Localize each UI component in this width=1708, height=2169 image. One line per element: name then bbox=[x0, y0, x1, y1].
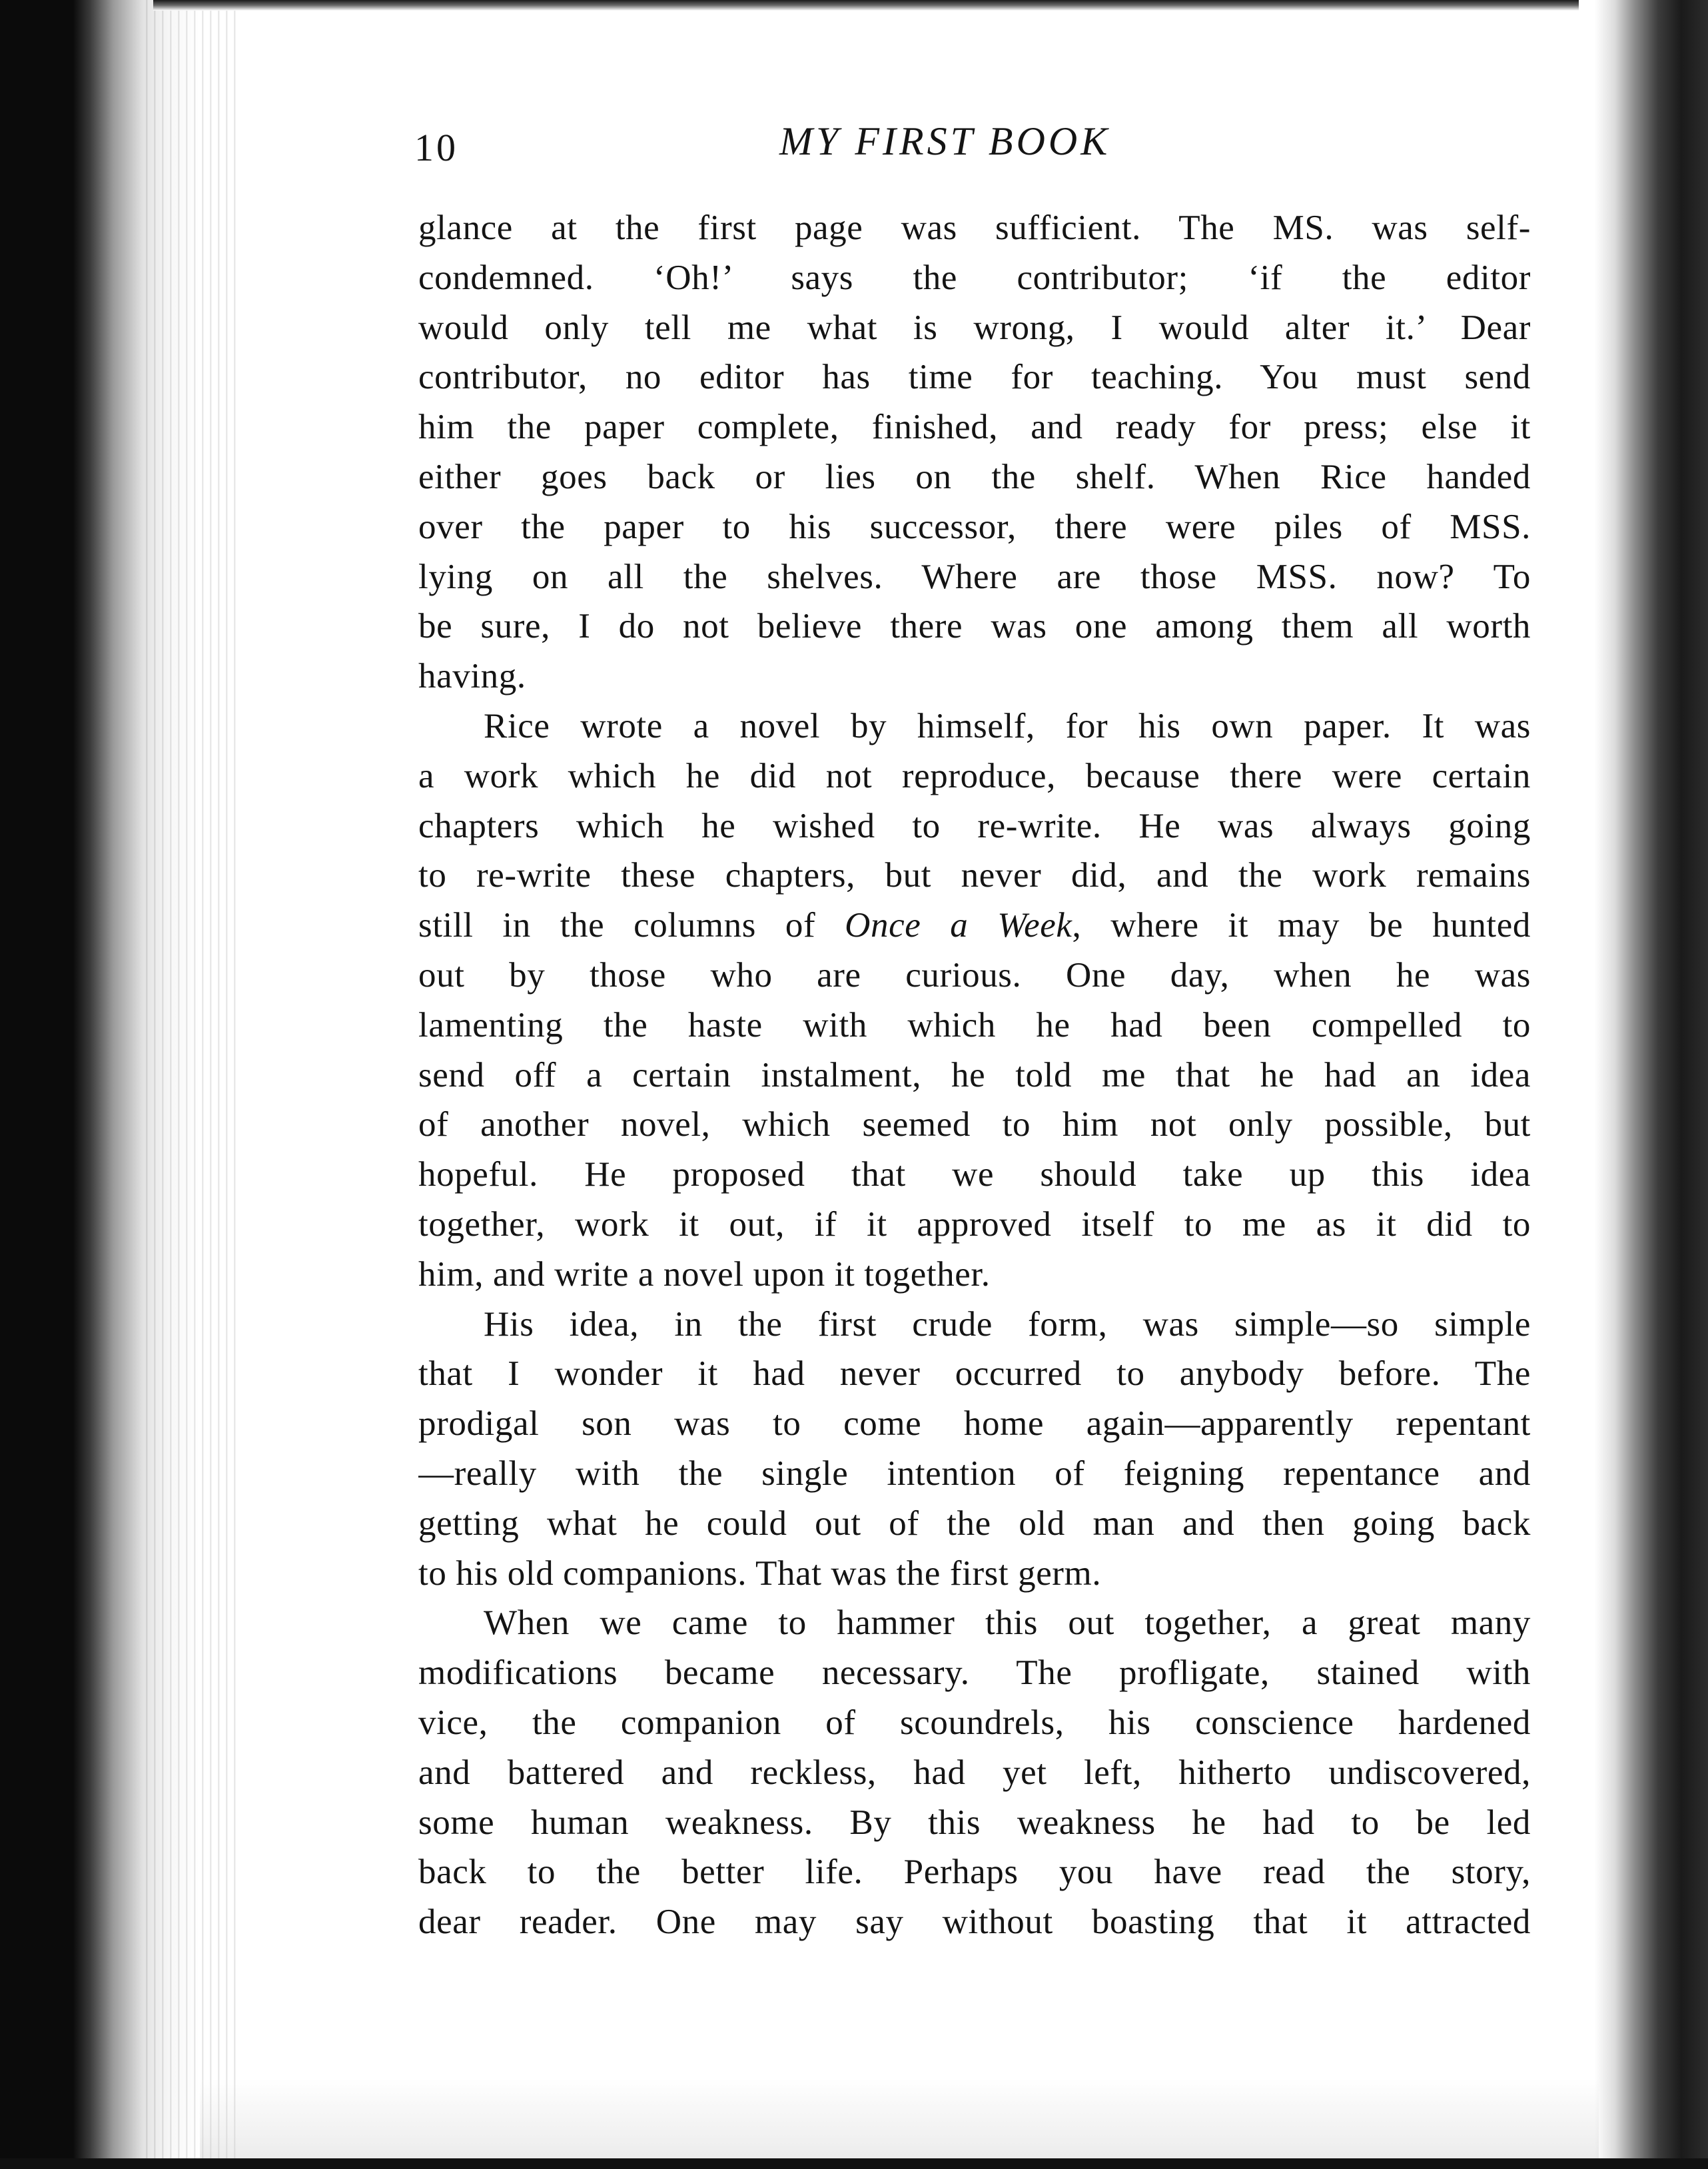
text-line: would only tell me what is wrong, I would alter it.’ Dear bbox=[418, 308, 1531, 347]
paragraph bbox=[418, 1598, 1531, 1947]
text-line: His idea, in the first crude form, was simple—so simple bbox=[484, 1304, 1531, 1344]
text-line: of another novel, which seemed to him not only possible, but bbox=[418, 1105, 1531, 1144]
right-edge-shadow bbox=[1595, 0, 1708, 2169]
paragraph bbox=[418, 1300, 1531, 1599]
text-line: When we came to hammer this out together, a great many bbox=[484, 1603, 1531, 1643]
text-line: vice, the companion of scoundrels, his conscience hardened bbox=[418, 1703, 1531, 1742]
text-line: some human weakness. By this weakness he had to be led bbox=[418, 1803, 1531, 1842]
text-line: and battered and reckless, had yet left, hitherto undiscovered, bbox=[418, 1753, 1531, 1792]
text-line: contributor, no editor has time for teaching. You must send bbox=[418, 358, 1531, 397]
body-text bbox=[418, 203, 1531, 1947]
text-line-with-title: still in the columns of Once a Week, where it may be hunted bbox=[418, 906, 1531, 945]
text-line: having. bbox=[418, 657, 526, 696]
text-line: getting what he could out of the old man and then going back bbox=[418, 1504, 1531, 1543]
top-page-edge bbox=[153, 0, 1579, 11]
paragraph bbox=[418, 203, 1531, 701]
bottom-page-edge bbox=[0, 2158, 1708, 2169]
text-line: condemned. ‘Oh!’ says the contributor; ‘if the editor bbox=[418, 258, 1531, 297]
text-line: chapters which he wished to re-write. He was always going bbox=[418, 806, 1531, 845]
text-line: prodigal son was to come home again—apparently repentant bbox=[418, 1404, 1531, 1444]
text-line: back to the better life. Perhaps you have read the story, bbox=[418, 1853, 1531, 1892]
book-title-italic: Once a Week bbox=[845, 906, 1072, 945]
text-line: him, and write a novel upon it together. bbox=[418, 1254, 991, 1294]
text-line: lying on all the shelves. Where are those MSS. now? To bbox=[418, 557, 1531, 596]
text-line: that I wonder it had never occurred to anybody before. The bbox=[418, 1354, 1531, 1394]
page-number: 10 bbox=[414, 126, 458, 169]
text-line: to his old companions. That was the first germ. bbox=[418, 1553, 1102, 1593]
text-line: be sure, I do not believe there was one among them all worth bbox=[418, 607, 1531, 646]
text-line: send off a certain instalment, he told me that he had an idea bbox=[418, 1055, 1531, 1094]
text-line: —really with the single intention of feigning repentance and bbox=[418, 1454, 1531, 1493]
text-line: hopeful. He proposed that we should take up this idea bbox=[418, 1155, 1531, 1194]
text-line: out by those who are curious. One day, when he was bbox=[418, 955, 1531, 995]
paragraph bbox=[418, 701, 1531, 1300]
running-head: MY FIRST BOOK bbox=[779, 119, 1111, 163]
text-line: him the paper complete, finished, and ready for press; else it bbox=[418, 408, 1531, 447]
text-line: modifications became necessary. The profligate, stained with bbox=[418, 1653, 1531, 1693]
text-line: to re-write these chapters, but never did, and the work remains bbox=[418, 856, 1531, 895]
bottom-page-shade bbox=[200, 2078, 1599, 2158]
text-line: glance at the first page was sufficient. The MS. was self- bbox=[418, 209, 1531, 247]
text-line: together, work it out, if it approved itself to me as it did to bbox=[418, 1204, 1531, 1244]
page-edge-strata bbox=[140, 0, 240, 2169]
text-line: a work which he did not reproduce, because there were certain bbox=[418, 756, 1531, 795]
text-line: either goes back or lies on the shelf. When Rice handed bbox=[418, 457, 1531, 496]
text-line: dear reader. One may say without boasting that it attracted bbox=[418, 1903, 1531, 1942]
text-line: over the paper to his successor, there were piles of MSS. bbox=[418, 507, 1531, 546]
text-line: Rice wrote a novel by himself, for his own paper. It was bbox=[484, 706, 1531, 745]
text-line: lamenting the haste with which he had been compelled to bbox=[418, 1005, 1531, 1045]
